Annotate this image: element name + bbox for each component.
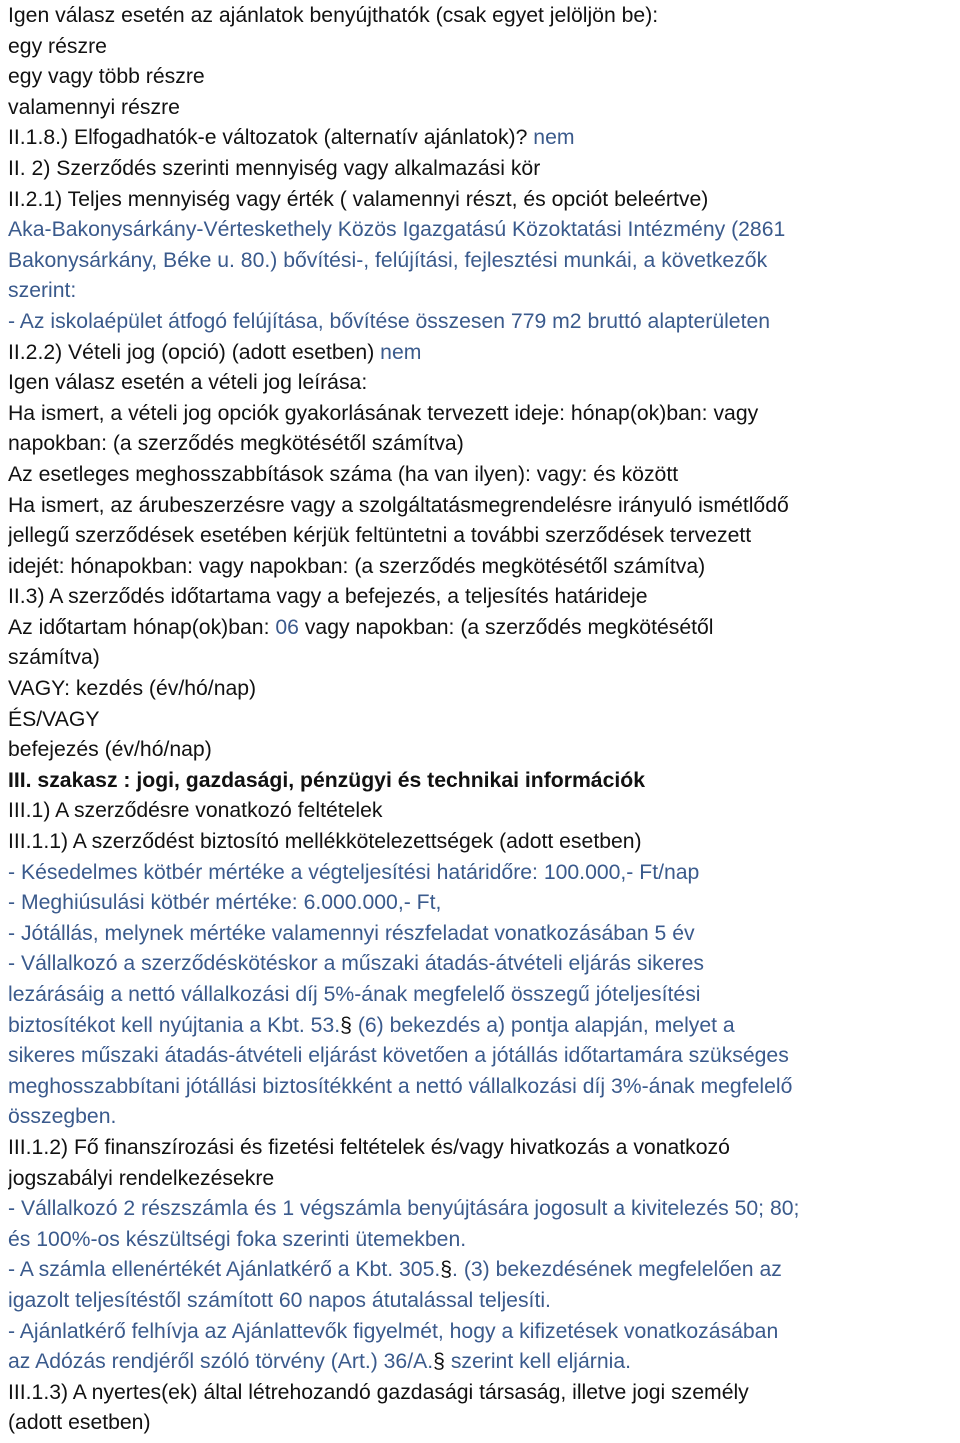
field-label: VAGY: kezdés (év/hó/nap) (8, 677, 257, 701)
document-line (8, 1378, 952, 1409)
field-value: - Meghiúsulási kötbér mértéke: 6.000.000,- Ft, (8, 891, 442, 915)
document-line (8, 613, 952, 644)
document-line (8, 521, 952, 552)
field-value: - Vállalkozó a szerződéskötéskor a műszaki átadás-átvételi eljárás sikeres (8, 952, 704, 976)
field-label: II.3) A szerződés időtartama vagy a befejezés, a teljesítés határideje (8, 585, 648, 609)
document-line (8, 1011, 952, 1042)
document-line (8, 766, 952, 797)
field-label: III.1.1) A szerződést biztosító mellékkötelezettségek (adott esetben) (8, 830, 642, 854)
document-line (8, 307, 952, 338)
document-line (8, 185, 952, 216)
document-line (8, 1286, 952, 1317)
document-line (8, 643, 952, 674)
field-value: szerint: (8, 279, 77, 303)
field-label: Igen válasz esetén a vételi jog leírása: (8, 371, 368, 395)
document-line (8, 1041, 952, 1072)
field-value: . (3) bekezdésének megfelelően az (452, 1258, 782, 1282)
document-line (8, 93, 952, 124)
document-line (8, 1194, 952, 1225)
field-value: - Ajánlatkérő felhívja az Ajánlattevők figyelmét, hogy a kifizetések vonatkozásában (8, 1319, 779, 1343)
field-label: jellegű szerződések esetében kérjük feltüntetni a további szerződések tervezett (8, 524, 752, 548)
document-line (8, 858, 952, 889)
document-line (8, 276, 952, 307)
field-value: meghosszabbítani jótállási biztosítékként a nettó vállalkozási díj 3%-ának megfelelő (8, 1074, 793, 1098)
field-label: valamennyi részre (8, 95, 180, 119)
field-label: II.2.1) Teljes mennyiség vagy érték ( valamennyi részt, és opciót beleértve) (8, 187, 709, 211)
document-line (8, 674, 952, 705)
document-line (8, 1, 952, 32)
document-line (8, 368, 952, 399)
document-line (8, 919, 952, 950)
document-line (8, 1225, 952, 1256)
field-value: - A számla ellenértékét Ajánlatkérő a Kbt. 305. (8, 1258, 441, 1282)
field-label: idejét: hónapokban: vagy napokban: (a szerződés megkötésétől számítva) (8, 554, 706, 578)
document-line (8, 1347, 952, 1378)
document-line (8, 460, 952, 491)
document-line (8, 246, 952, 277)
field-label: számítva) (8, 646, 100, 670)
field-value: - Késedelmes kötbér mértéke a végteljesítési határidőre: 100.000,- Ft/nap (8, 860, 700, 884)
document-line (8, 123, 952, 154)
field-label: Az időtartam hónap(ok)ban: (8, 615, 276, 639)
field-label: § (340, 1013, 352, 1037)
document-line (8, 429, 952, 460)
document-line (8, 62, 952, 93)
document-line (8, 1317, 952, 1348)
document-line (8, 32, 952, 63)
field-value: az Adózás rendjéről szóló törvény (Art.) 36/A. (8, 1350, 434, 1374)
document-line (8, 215, 952, 246)
field-label: III.1) A szerződésre vonatkozó feltételek (8, 799, 383, 823)
field-value: nem (380, 340, 422, 364)
field-label: (adott esetben) (8, 1411, 151, 1435)
field-value: igazolt teljesítéstől számított 60 napos átutalással teljesíti. (8, 1288, 551, 1312)
document-line (8, 1164, 952, 1195)
document-line (8, 1072, 952, 1103)
document-line (8, 735, 952, 766)
field-value: - Vállalkozó 2 részszámla és 1 végszámla benyújtására jogosult a kivitelezés 50; 80; (8, 1197, 800, 1221)
field-label: Az esetleges meghosszabbítások száma (ha van ilyen): vagy: és között (8, 462, 679, 486)
document-line (8, 491, 952, 522)
document-line (8, 1408, 952, 1439)
field-value: 06 (275, 615, 299, 639)
field-label: III.1.3) A nyertes(ek) által létrehozandó gazdasági társaság, illetve jogi személy (8, 1380, 749, 1404)
document-line (8, 1255, 952, 1286)
field-label: egy részre (8, 34, 107, 58)
field-value: összegben. (8, 1105, 117, 1129)
field-label: III.1.2) Fő finanszírozási és fizetési feltételek és/vagy hivatkozás a vonatkozó (8, 1135, 730, 1159)
field-value: Bakonysárkány, Béke u. 80.) bővítési-, felújítási, fejlesztési munkái, a következők (8, 248, 768, 272)
document-line (8, 796, 952, 827)
document-line (8, 552, 952, 583)
document-line (8, 888, 952, 919)
document-line (8, 949, 952, 980)
field-label: egy vagy több részre (8, 65, 205, 89)
document-line (8, 827, 952, 858)
document-line (8, 338, 952, 369)
field-label: napokban: (a szerződés megkötésétől számítva) (8, 432, 464, 456)
field-label: jogszabályi rendelkezésekre (8, 1166, 275, 1190)
document-line (8, 1102, 952, 1133)
field-value: biztosítékot kell nyújtania a Kbt. 53. (8, 1013, 341, 1037)
field-value: (6) bekezdés a) pontja alapján, melyet a (351, 1013, 735, 1037)
field-value: sikeres műszaki átadás-átvételi eljárást követően a jótállás időtartamára szükséges (8, 1044, 789, 1068)
field-value: szerint kell eljárnia. (444, 1350, 631, 1374)
field-value: és 100%-os készültségi foka szerinti ütemekben. (8, 1227, 467, 1251)
field-value: Aka-Bakonysárkány-Vérteskethely Közös Igazgatású Közoktatási Intézmény (2861 (8, 218, 786, 242)
field-label: II. 2) Szerződés szerinti mennyiség vagy alkalmazási kör (8, 156, 541, 180)
field-label: Ha ismert, a vételi jog opciók gyakorlásának tervezett ideje: hónap(ok)ban: vagy (8, 401, 759, 425)
field-label: befejezés (év/hó/nap) (8, 738, 212, 762)
field-label: Ha ismert, az árubeszerzésre vagy a szolgáltatásmegrendelésre irányuló ismétlődő (8, 493, 789, 517)
field-label: II.1.8.) Elfogadhatók-e változatok (alternatív ajánlatok)? (8, 126, 534, 150)
field-value: nem (533, 126, 575, 150)
document-line (8, 582, 952, 613)
field-label: Igen válasz esetén az ajánlatok benyújthatók (csak egyet jelöljön be): (8, 4, 659, 27)
document-line (8, 399, 952, 430)
field-label: vagy napokban: (a szerződés megkötésétől (298, 615, 714, 639)
field-label: II.2.2) Vételi jog (opció) (adott esetben) (8, 340, 381, 364)
field-label: ÉS/VAGY (8, 707, 100, 731)
field-value: - Jótállás, melynek mértéke valamennyi részfeladat vonatkozásában 5 év (8, 921, 695, 945)
field-label: § (440, 1258, 453, 1282)
field-label: § (433, 1350, 445, 1374)
document-line (8, 1133, 952, 1164)
field-value: lezárásáig a nettó vállalkozási díj 5%-ának megfelelő összegű jóteljesítési (8, 983, 701, 1006)
document-line (8, 980, 952, 1011)
field-value: - Az iskolaépület átfogó felújítása, bővítése összesen 779 m2 bruttó alapterületen (8, 309, 771, 333)
document-line (8, 154, 952, 185)
section-heading: III. szakasz : jogi, gazdasági, pénzügyi és technikai információk (8, 768, 645, 792)
document-line (8, 705, 952, 736)
